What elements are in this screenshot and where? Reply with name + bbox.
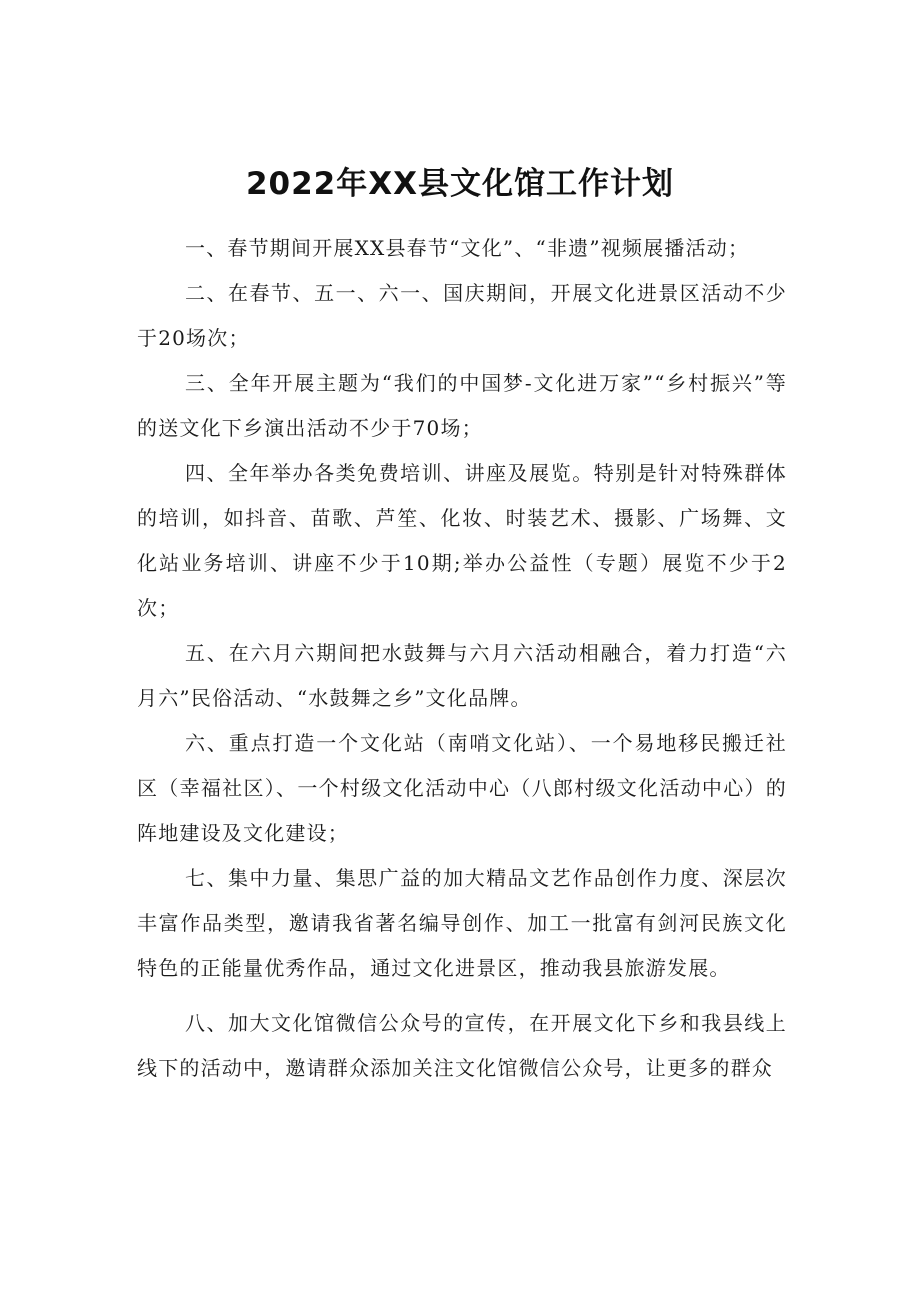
paragraph-1: 一、春节期间开展XX县春节“文化”、“非遗”视频展播活动； [185,236,750,260]
document-title: 2022年XX县文化馆工作计划 [245,166,675,202]
paragraph-5: 五、在六月六期间把水鼓舞与六月六活动相融合，着力打造“六月六”民俗活动、“水鼓舞之乡”文化品牌。 [137,641,787,710]
paragraph-2: 二、在春节、五一、六一、国庆期间，开展文化进景区活动不少于20场次； [137,281,787,350]
paragraph-7: 七、集中力量、集思广益的加大精品文艺作品创作力度、深层次丰富作品类型，邀请我省著名编导创作、加工一批富有剑河民族文化特色的正能量优秀作品，通过文化进景区，推动我县旅游发展。 [137,866,787,980]
paragraph-6: 六、重点打造一个文化站（南哨文化站）、一个易地移民搬迁社区（幸福社区）、一个村级文化活动中心（八郎村级文化活动中心）的阵地建设及文化建设； [137,731,787,845]
paragraph-4: 四、全年举办各类免费培训、讲座及展览。特别是针对特殊群体的培训，如抖音、苗歌、芦笙、化妆、时装艺术、摄影、广场舞、文化站业务培训、讲座不少于10期;举办公益性（专题）展览不少于2次； [137,461,787,620]
paragraph-8: 八、加大文化馆微信公众号的宣传，在开展文化下乡和我县线上线下的活动中，邀请群众添加关注文化馆微信公众号，让更多的群众 [137,1011,787,1080]
document-body [137,226,787,1091]
paragraph-3: 三、全年开展主题为“我们的中国梦-文化进万家”“乡村振兴”等的送文化下乡演出活动不少于70场； [137,371,787,440]
